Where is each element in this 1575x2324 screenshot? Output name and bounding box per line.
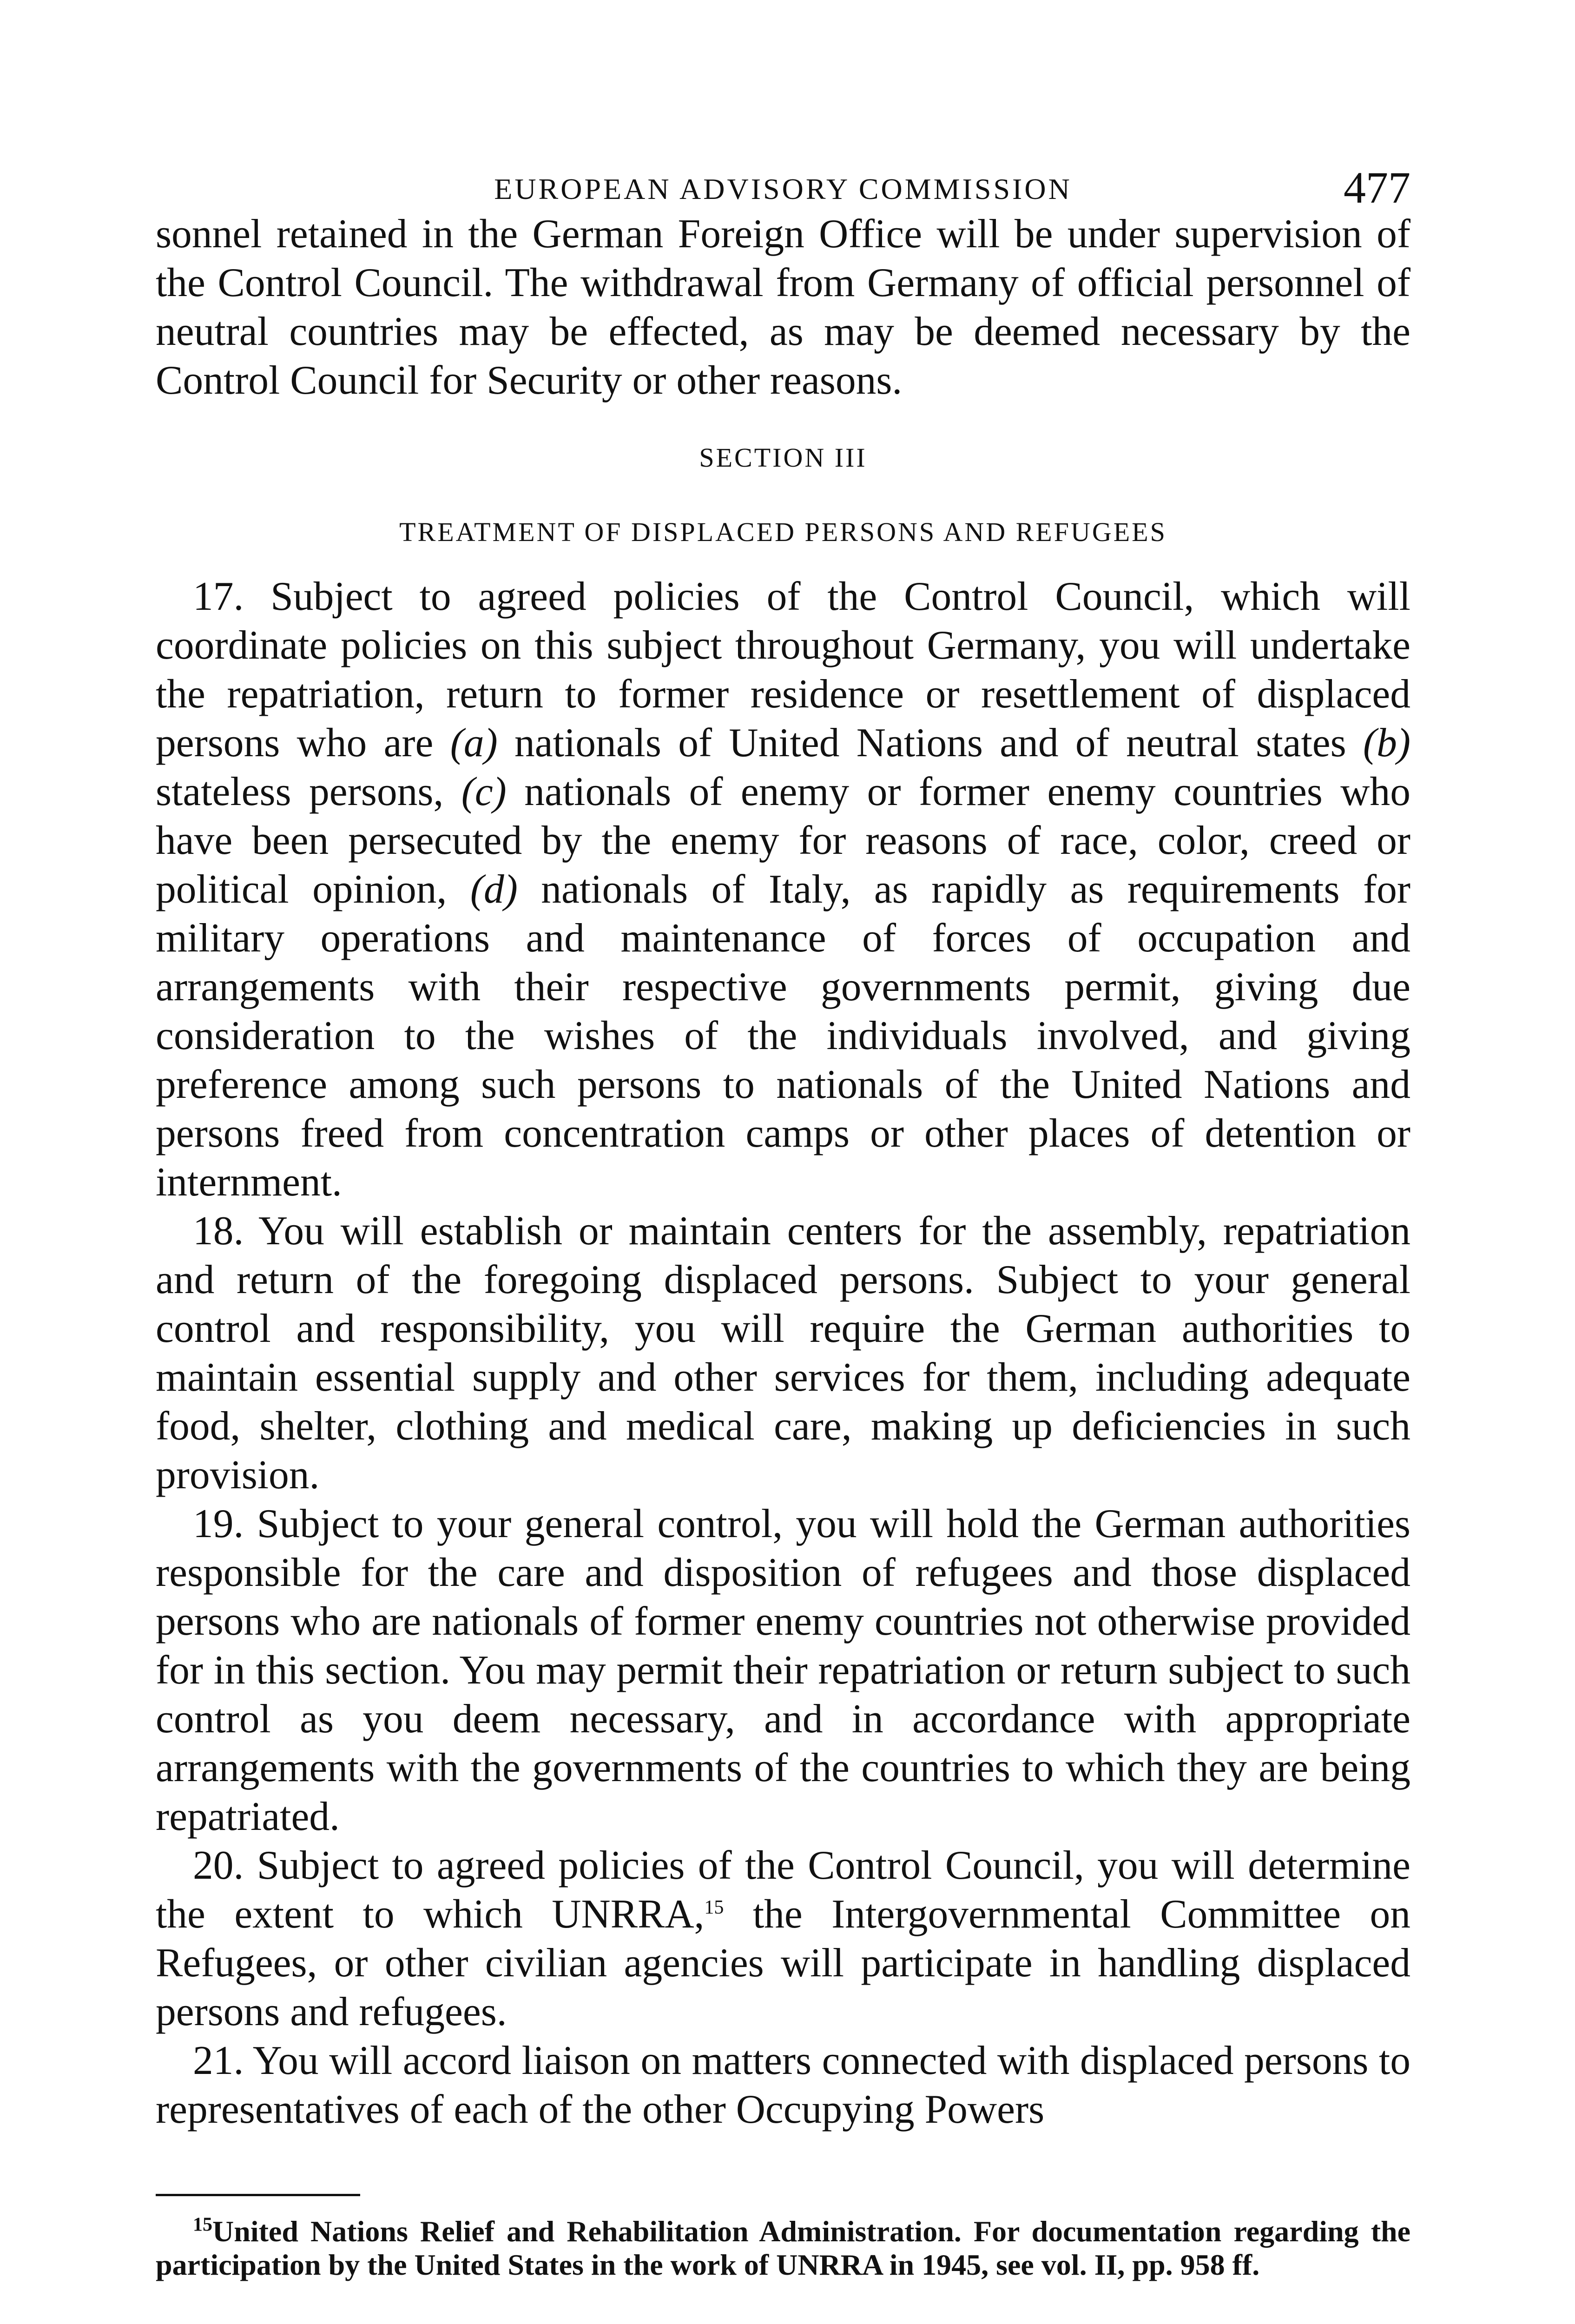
footnote	[156, 2215, 1410, 2282]
paragraph-20-text-b: the Intergovernmental Committee on Refugees, or other civilian agencies will participate in handling displaced persons and refugees.	[156, 1891, 1410, 2034]
enumeration-marker-c: (c)	[461, 769, 507, 814]
enumeration-marker-a: (a)	[450, 720, 498, 765]
running-header	[156, 153, 1410, 212]
running-title: EUROPEAN ADVISORY COMMISSION	[494, 172, 1072, 205]
section-label: SECTION III	[699, 442, 867, 473]
paragraph-17-text-c: stateless persons,	[156, 769, 461, 814]
paragraph-20-text-a: 20. Subject to agreed policies of the Control Council, you will determine the extent to which UNRRA,	[156, 1842, 1410, 1936]
paragraph-17-text-d: nationals of enemy or former enemy countries who have been persecuted by the enemy for reasons of race, color, creed or political opinion,	[156, 769, 1410, 911]
paragraph-17-text-a: 17. Subject to agreed policies of the Control Council, which will coordinate policies on this subject throughout Germany, you will undertake the repatriation, return to former residence or resettlement of displaced persons who are	[156, 574, 1410, 765]
footnote-text: United Nations Relief and Rehabilitation Administration. For documentation regarding the participation by the United States in the work of UNRRA in 1945, see vol. II, pp. 958 ff.	[156, 2215, 1410, 2281]
document-page	[156, 153, 1410, 2282]
paragraph-17-text-e: nationals of Italy, as rapidly as requirements for military operations and maintenance of forces of occupation and arrangements with their respective governments permit, giving due consideration to the wishes of the individuals involved, and giving preference among such persons to nationals of the United Nations and persons freed from concentration camps or other places of detention or internment.	[156, 866, 1410, 1204]
body-text	[156, 209, 1410, 2133]
footnote-divider	[156, 2194, 360, 2196]
paragraph-21: 21. You will accord liaison on matters connected with displaced persons to representatives of each of the other Occupying Powers	[156, 2038, 1410, 2132]
section-title: TREATMENT OF DISPLACED PERSONS AND REFUGEES	[399, 517, 1167, 547]
paragraph-continuation: sonnel retained in the German Foreign Office will be under supervision of the Control Council. The withdrawal from Germany of official personnel of neutral countries may be effected, as may be deemed necessary by the Control Council for Security or other reasons.	[156, 211, 1410, 403]
footnote-reference: 15	[704, 1896, 724, 1918]
paragraph-17	[156, 572, 1410, 1206]
paragraph-19: 19. Subject to your general control, you will hold the German authorities responsible for the care and disposition of refugees and those displaced persons who are nationals of former enemy countries not otherwise provided for in this section. You may permit their repatriation or return subject to such control as you deem necessary, and in accordance with appropriate arrangements with the governments of the countries to which they are being repatriated.	[156, 1501, 1410, 1839]
enumeration-marker-b: (b)	[1363, 720, 1410, 765]
footnote-marker: 15	[193, 2214, 212, 2236]
paragraph-20	[156, 1841, 1410, 2036]
page-number: 477	[1344, 163, 1410, 212]
enumeration-marker-d: (d)	[470, 866, 518, 911]
paragraph-18: 18. You will establish or maintain centers for the assembly, repatriation and return of the foregoing displaced persons. Subject to your general control and responsibility, you will require the German authorities to maintain essential supply and other services for them, including adequate food, shelter, clothing and medical care, making up deficiencies in such provision.	[156, 1208, 1410, 1497]
paragraph-17-text-b: nationals of United Nations and of neutral states	[497, 720, 1363, 765]
